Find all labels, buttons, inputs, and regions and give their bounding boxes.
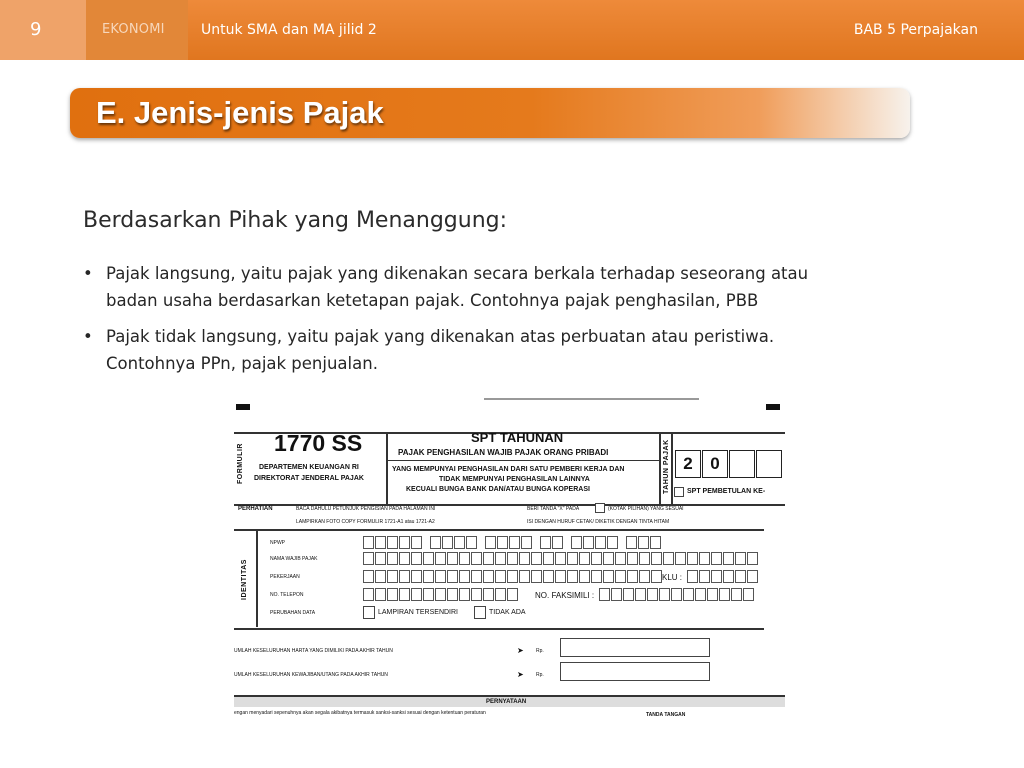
pekerjaan-boxes bbox=[363, 570, 663, 583]
note-1: BACA DAHULU PETUNJUK PENGISIAN PADA HALAMAN INI bbox=[296, 506, 436, 512]
year-digit-box bbox=[756, 450, 782, 478]
pembetulan-label: SPT PEMBETULAN KE- bbox=[687, 488, 766, 495]
note-checkbox bbox=[595, 503, 605, 513]
spt-desc-1: YANG MEMPUNYAI PENGHASILAN DARI SATU PEMBERI KERJA DAN bbox=[392, 466, 625, 473]
kewajiban-label: UMLAH KESELURUHAN KEWAJIBAN/UTANG PADA AKHIR TAHUN bbox=[234, 672, 388, 678]
form-divider bbox=[659, 432, 661, 504]
lampiran-label: LAMPIRAN TERSENDIRI bbox=[378, 609, 458, 616]
bullet-dot-icon: • bbox=[83, 327, 93, 346]
spt-desc-2: TIDAK MEMPUNYAI PENGHASILAN LAINNYA bbox=[439, 476, 590, 483]
registration-mark-icon bbox=[236, 404, 250, 410]
field-label: PEKERJAAN bbox=[270, 574, 300, 580]
section-title-banner bbox=[70, 88, 910, 138]
registration-mark-icon bbox=[766, 404, 780, 410]
tidak-ada-checkbox bbox=[474, 606, 486, 619]
tidak-ada-label: TIDAK ADA bbox=[489, 609, 526, 616]
kewajiban-amount-box bbox=[560, 662, 710, 681]
note-3b: (KOTAK PILIHAN) YANG SESUAI bbox=[608, 506, 684, 512]
identitas-label: IDENTITAS bbox=[241, 559, 248, 600]
tanda-tangan-label: TANDA TANGAN bbox=[646, 712, 686, 718]
harta-label: UMLAH KESELURUHAN HARTA YANG DIMILIKI PADA AKHIR TAHUN bbox=[234, 648, 393, 654]
note-2: LAMPIRKAN FOTO COPY FORMULIR 1721-A1 atau 1721-A2 bbox=[296, 519, 435, 525]
note-4: ISI DENGAN HURUF CETAK/ DIKETIK DENGAN TINTA HITAM bbox=[527, 519, 670, 525]
faksimili-label: NO. FAKSIMILI : bbox=[535, 591, 595, 600]
statement-text: engan menyadari sepenuhnya akan segala akibatnya termasuk sanksi-sanksi sesuai dengan ketentuan peraturan bbox=[234, 710, 486, 716]
bullet-item bbox=[83, 260, 963, 314]
top-faint-line bbox=[484, 398, 699, 400]
bullet-item bbox=[83, 323, 963, 377]
bullet-line: Contohnya PPn, pajak penjualan. bbox=[106, 354, 378, 373]
harta-amount-box bbox=[560, 638, 710, 657]
section-title: E. Jenis-jenis Pajak bbox=[96, 95, 384, 130]
lampiran-checkbox bbox=[363, 606, 375, 619]
form-rule bbox=[386, 460, 659, 461]
bullet-line: Pajak langsung, yaitu pajak yang dikenakan secara berkala terhadap seseorang atau bbox=[106, 264, 809, 283]
pernyataan-label: PERNYATAAN bbox=[486, 699, 527, 705]
spt-form-image bbox=[234, 392, 785, 722]
field-label: PERUBAHAN DATA bbox=[270, 610, 316, 616]
form-rule bbox=[234, 628, 764, 630]
form-divider bbox=[256, 529, 258, 627]
dept-line-1: DEPARTEMEN KEUANGAN RI bbox=[259, 464, 359, 471]
form-divider bbox=[386, 432, 388, 504]
klu-label: KLU : bbox=[662, 573, 683, 582]
pembetulan-checkbox bbox=[674, 487, 684, 497]
dept-line-2: DIREKTORAT JENDERAL PAJAK bbox=[254, 475, 364, 482]
content-heading: Berdasarkan Pihak yang Menanggung: bbox=[83, 208, 508, 233]
subject-label: EKONOMI bbox=[86, 0, 188, 60]
perhatian-label: PERHATIAN bbox=[238, 506, 273, 512]
form-rule bbox=[234, 529, 764, 531]
book-title: Untuk SMA dan MA jilid 2 bbox=[201, 22, 377, 38]
nama-boxes bbox=[363, 552, 759, 565]
bullet-line: badan usaha berdasarkan ketetapan pajak. Contohnya pajak penghasilan, PBB bbox=[106, 291, 759, 310]
field-label: NAMA WAJIB PAJAK bbox=[270, 556, 318, 562]
form-number: 1770 SS bbox=[274, 430, 363, 456]
klu-boxes bbox=[687, 570, 767, 583]
form-divider bbox=[671, 432, 673, 504]
top-header-bar bbox=[0, 0, 1024, 60]
page-number: 9 bbox=[0, 0, 86, 60]
year-digit-box: 2 bbox=[675, 450, 701, 478]
field-label: NPWP bbox=[270, 540, 285, 546]
arrow-icon: ➤ bbox=[517, 670, 524, 679]
bullet-list bbox=[83, 260, 963, 386]
spt-desc-3: KECUALI BUNGA BANK DAN/ATAU BUNGA KOPERASI bbox=[406, 486, 590, 493]
bullet-line: Pajak tidak langsung, yaitu pajak yang dikenakan atas perbuatan atau peristiwa. bbox=[106, 327, 775, 346]
arrow-icon: ➤ bbox=[517, 646, 524, 655]
npwp-boxes bbox=[363, 536, 759, 549]
telepon-boxes bbox=[363, 588, 523, 601]
tahun-pajak-label: TAHUN PAJAK bbox=[663, 439, 670, 494]
faksimili-boxes bbox=[599, 588, 764, 601]
rp-label: Rp. bbox=[536, 648, 544, 654]
formulir-label: FORMULIR bbox=[237, 443, 244, 484]
spt-subtitle: PAJAK PENGHASILAN WAJIB PAJAK ORANG PRIBADI bbox=[398, 448, 609, 457]
year-digit-box: 0 bbox=[702, 450, 728, 478]
year-digit-box bbox=[729, 450, 755, 478]
spt-title: SPT TAHUNAN bbox=[471, 430, 564, 445]
note-3: BERI TANDA "X" PADA bbox=[527, 506, 580, 512]
bullet-dot-icon: • bbox=[83, 264, 93, 283]
rp-label: Rp. bbox=[536, 672, 544, 678]
chapter-label: BAB 5 Perpajakan bbox=[853, 22, 978, 38]
field-label: NO. TELEPON bbox=[270, 592, 304, 598]
